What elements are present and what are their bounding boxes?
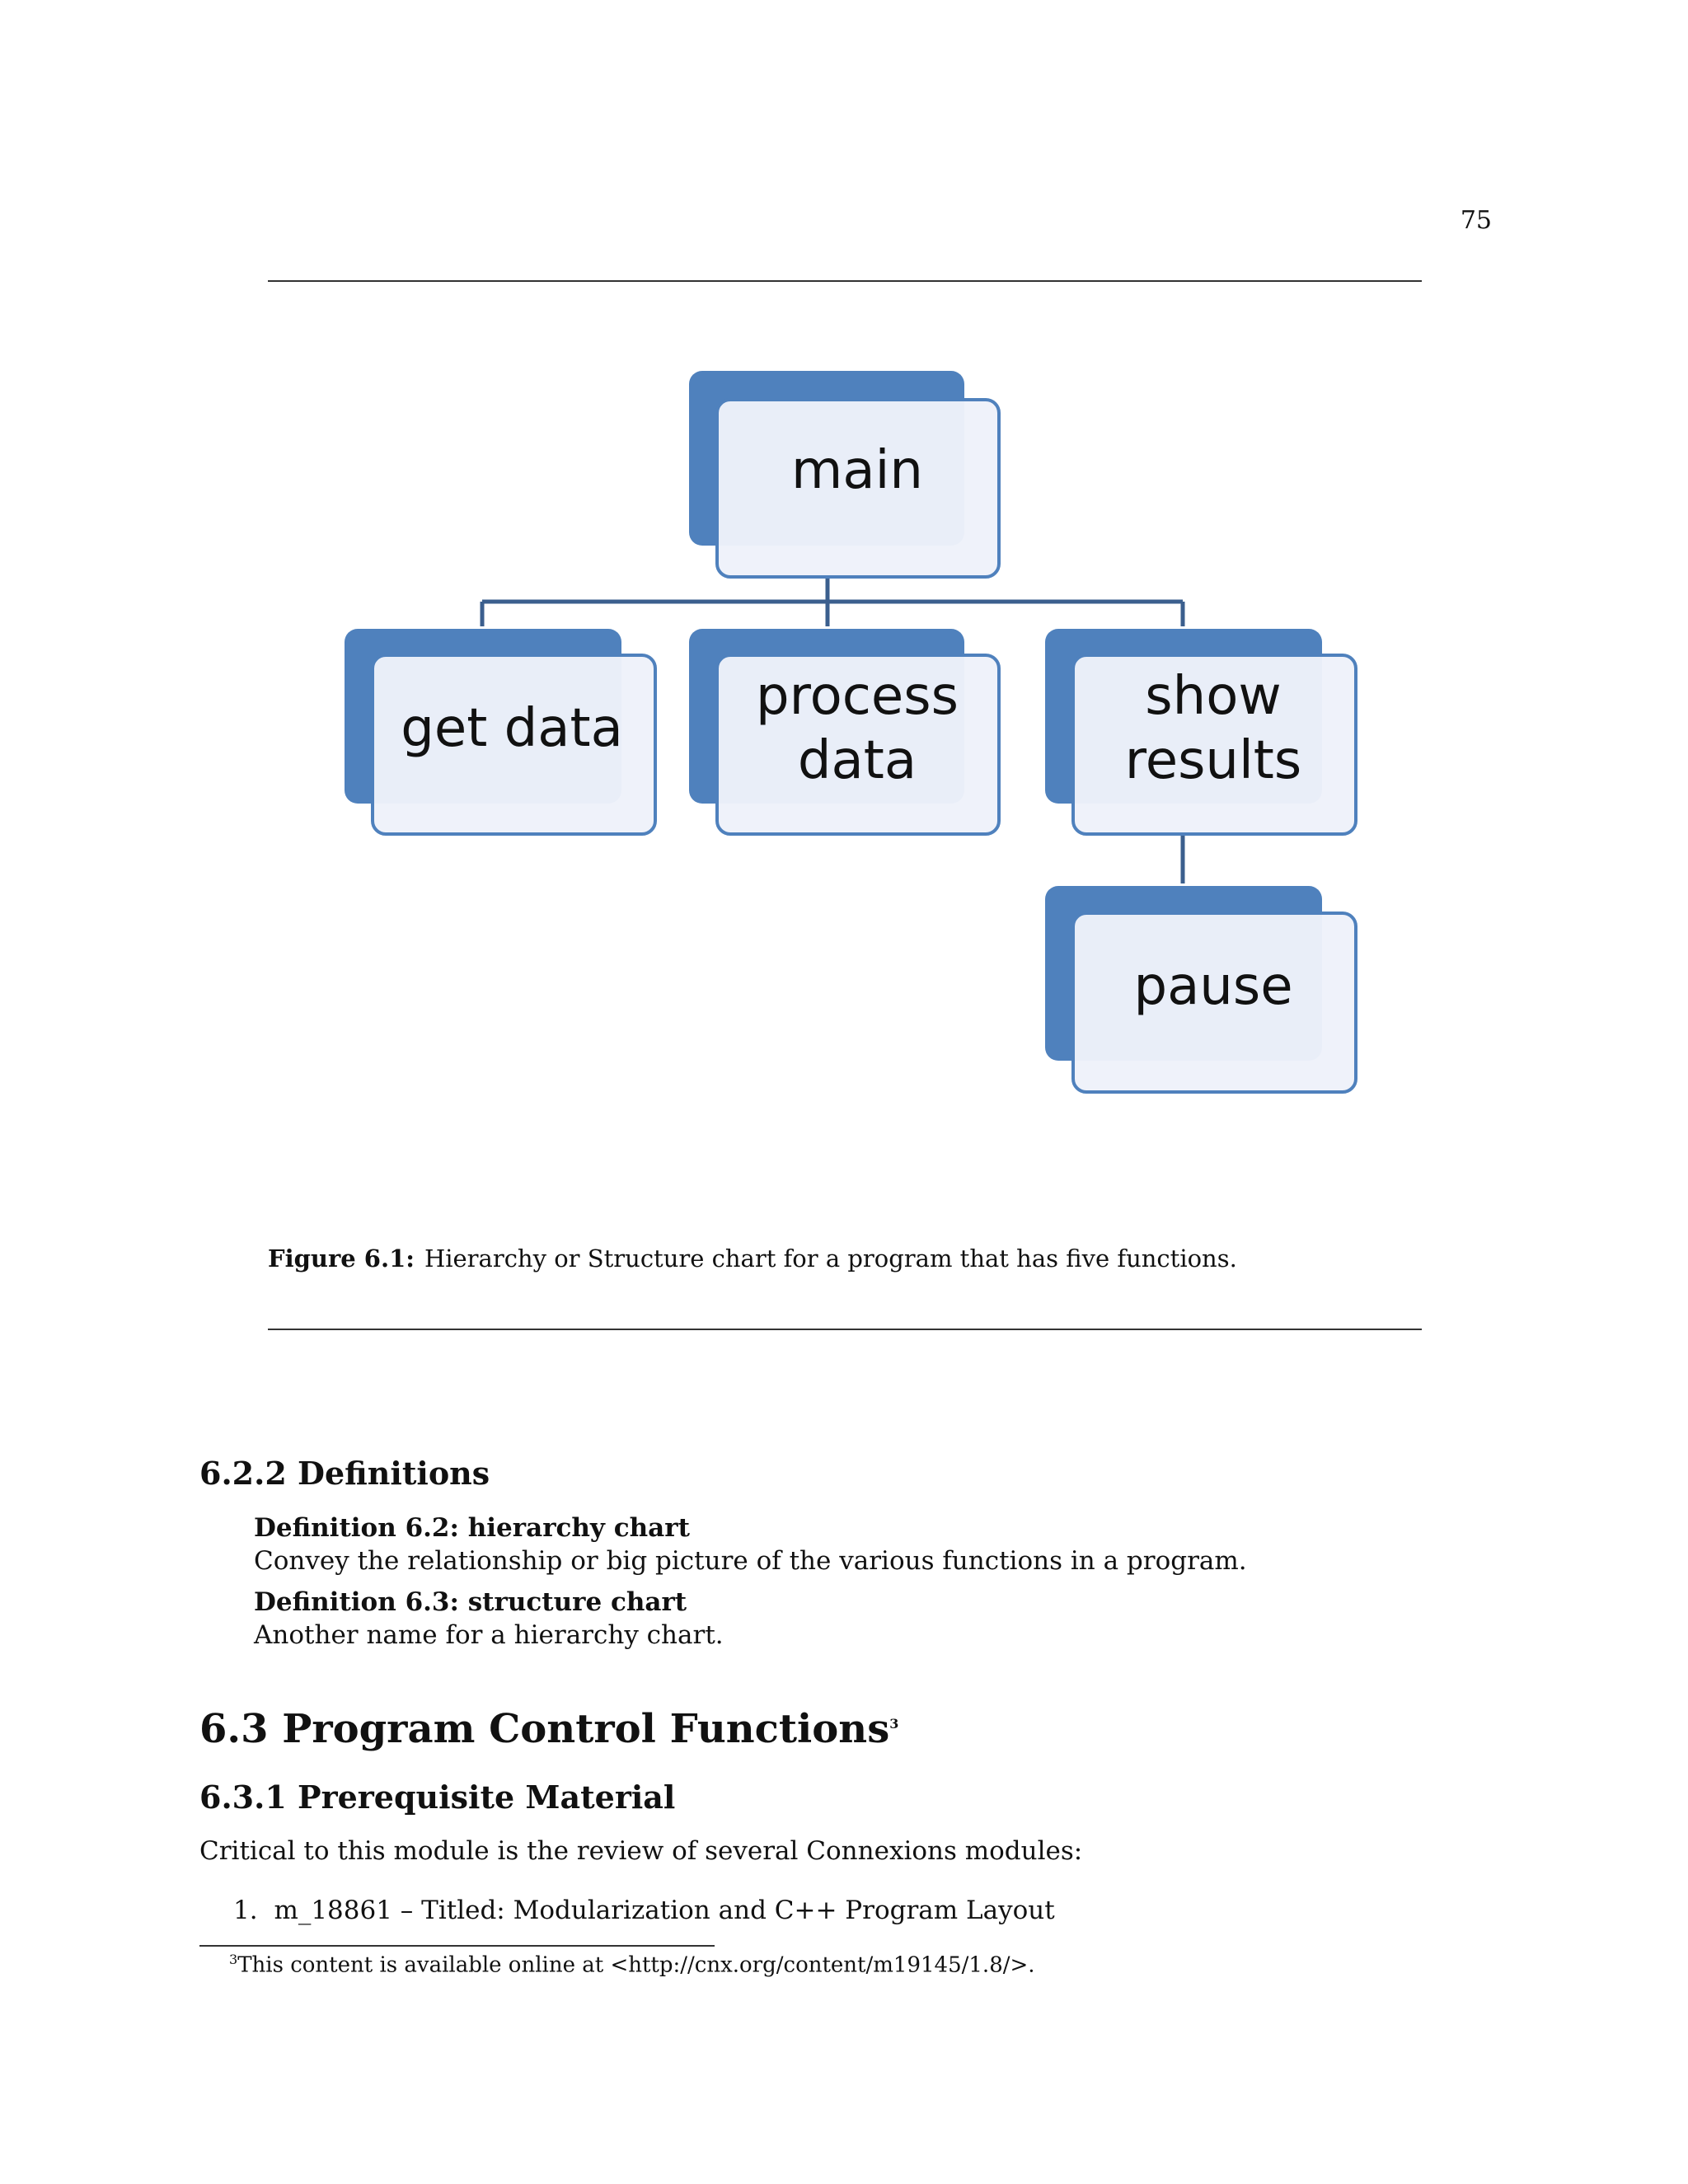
section-heading-6-3 xyxy=(199,1706,898,1752)
node-label-line: show xyxy=(1145,666,1282,727)
section-heading-6-2-2: 6.2.2 Definitions xyxy=(199,1455,490,1492)
node-get-data-label xyxy=(401,698,623,759)
definition-term: Definition 6.2: hierarchy chart xyxy=(254,1513,690,1543)
definition-text: Another name for a hierarchy chart. xyxy=(254,1620,724,1650)
footnote-number: 3 xyxy=(229,1952,238,1967)
footnote-text: This content is available online at <http://cnx.org/content/m19145/1.8/>. xyxy=(237,1952,1035,1978)
node-label-line: get data xyxy=(401,698,623,759)
node-label-line: main xyxy=(791,440,923,501)
node-label-line: results xyxy=(1124,730,1302,791)
node-main xyxy=(689,371,999,577)
definition-term: Definition 6.3: structure chart xyxy=(254,1587,687,1617)
list-item xyxy=(233,1896,1055,1925)
node-process-data xyxy=(689,629,999,834)
list-item-number: 1. xyxy=(233,1896,258,1925)
node-get-data xyxy=(345,629,655,834)
figure-caption-text: Hierarchy or Structure chart for a program that has five functions. xyxy=(424,1244,1237,1272)
list-item-text: m_18861 – Titled: Modularization and C++ Program Layout xyxy=(274,1896,1055,1925)
node-show-results xyxy=(1045,629,1356,834)
node-label-line: pause xyxy=(1133,956,1293,1017)
footnote-marker: 3 xyxy=(889,1716,899,1732)
section-heading-6-3-text: 6.3 Program Control Functions xyxy=(199,1706,890,1752)
node-label-line: data xyxy=(797,730,917,791)
node-pause-label xyxy=(1133,956,1292,1017)
node-main-label xyxy=(791,440,923,501)
section-heading-6-3-1: 6.3.1 Prerequisite Material xyxy=(199,1779,676,1816)
node-pause xyxy=(1045,886,1356,1092)
definition-text: Convey the relationship or big picture of the various functions in a program. xyxy=(254,1546,1247,1576)
node-label-line: process xyxy=(756,666,959,727)
footnote-rule xyxy=(199,1945,715,1947)
figure-caption xyxy=(268,1244,1237,1272)
footnote xyxy=(229,1952,1035,1978)
figure-caption-label: Figure 6.1: xyxy=(268,1244,415,1272)
page-number: 75 xyxy=(1460,206,1492,235)
figure-bottom-rule xyxy=(268,1329,1422,1330)
intro-paragraph: Critical to this module is the review of several Connexions modules: xyxy=(199,1836,1083,1866)
